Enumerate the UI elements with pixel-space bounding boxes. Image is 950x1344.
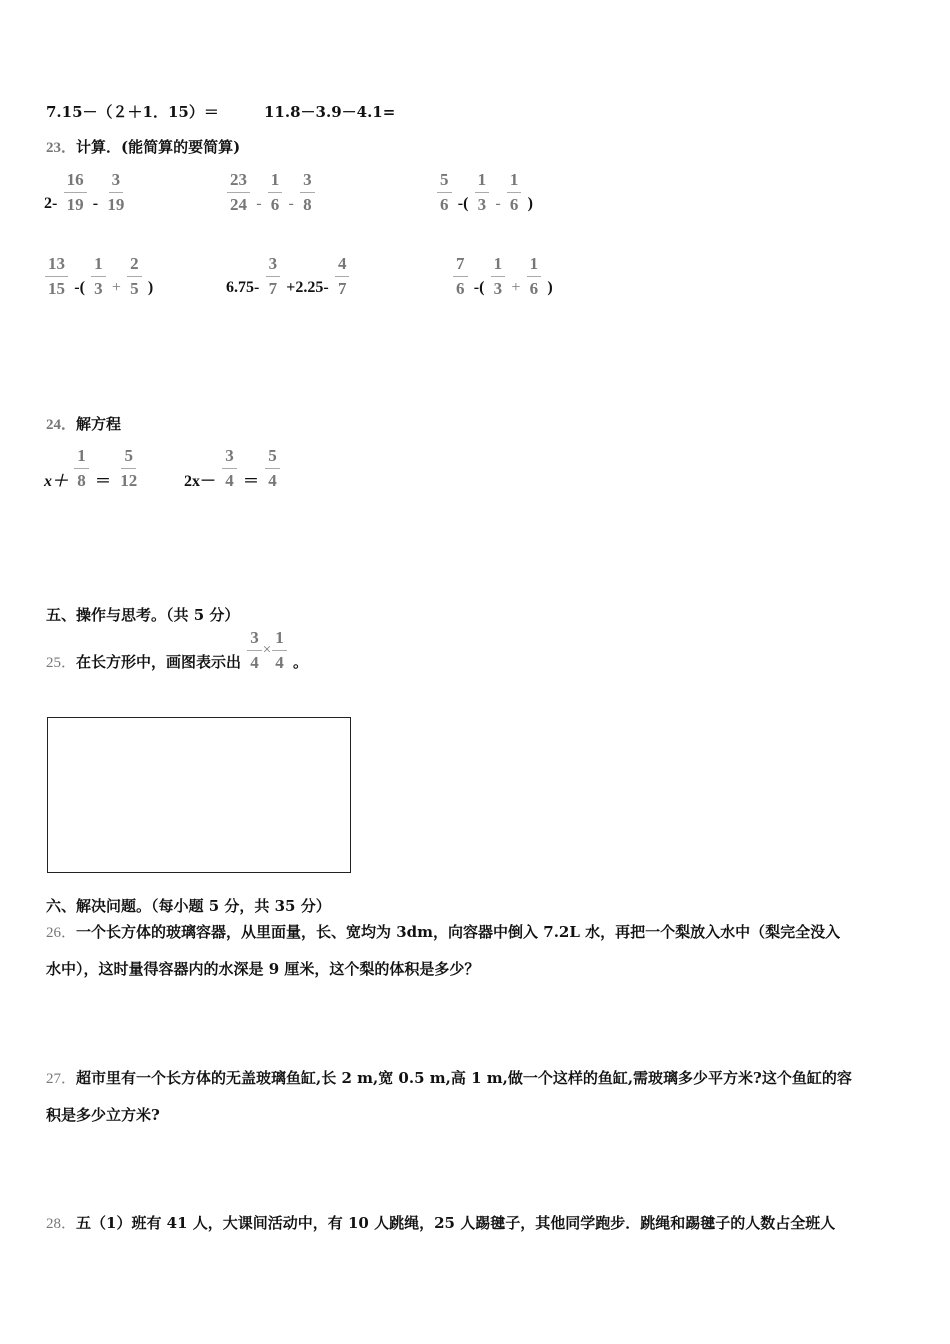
question-23-heading xyxy=(46,137,240,158)
expression-7-15: 7.15－（２＋1．15）＝ xyxy=(46,103,219,121)
calc-expression-3: $\frac{5}{6}$ -( $\frac{1}{3}$ - $\frac{1}{6}$ ) xyxy=(436,170,533,215)
question-text: 在长方形中，画图表示出 xyxy=(76,655,242,671)
fraction: $\frac{1}{8}$ xyxy=(74,446,89,491)
fraction: $\frac{1}{4}$ xyxy=(272,628,287,673)
fraction: $\frac{13}{15}$ xyxy=(45,254,68,299)
question-24-heading xyxy=(46,414,121,435)
question-28-line-1: 28．五（1）班有 41 人，大课间活动中，有 10 人跳绳，25 人踢毽子，其他同学跑步．跳绳和踢毽子的人数占全班人 xyxy=(46,1214,836,1232)
fraction: $\frac{5}{4}$ xyxy=(265,446,280,491)
question-title: 计算．(能简算的要简算) xyxy=(76,138,241,156)
fraction: $\frac{3}{19}$ xyxy=(107,170,125,214)
question-26-line-1: 26．一个长方体的玻璃容器，从里面量，长、宽均为 3dm，向容器中倒入 7.2L 水，再把一个梨放入水中（梨完全没入 xyxy=(46,923,841,941)
fraction: $\frac{1}{6}$ xyxy=(527,254,542,299)
expression-11-8: 11.8－3.9－4.1= xyxy=(264,103,396,121)
calc-expression-6: $\frac{7}{6}$ -( $\frac{1}{3}$ + $\frac{1}{6}$ ) xyxy=(452,254,553,299)
fraction: $\frac{1}{3}$ xyxy=(491,254,506,299)
fraction: $\frac{1}{6}$ xyxy=(507,170,522,215)
fraction: $\frac{5}{12}$ xyxy=(120,446,138,490)
drawing-rectangle[interactable] xyxy=(47,717,351,873)
fraction: $\frac{1}{3}$ xyxy=(475,170,490,215)
fraction: $\frac{3}{8}$ xyxy=(300,170,315,215)
calc-expression-2: $\frac{23}{24}$ - $\frac{1}{6}$ - $\frac{3}{8}$ xyxy=(226,170,316,215)
calc-expression-4: $\frac{13}{15}$ -( $\frac{1}{3}$ + $\frac{2}{5}$ ) xyxy=(44,254,153,299)
question-27-line-2: 积是多少立方米? xyxy=(46,1106,160,1124)
fraction: $\frac{1}{3}$ xyxy=(91,254,106,299)
fraction: $\frac{3}{4}$ xyxy=(222,446,237,491)
question-number: 26． xyxy=(46,925,77,941)
times-sign: × xyxy=(262,642,272,658)
section-6-title: 六、解决问题。（每小题 5 分，共 35 分） xyxy=(46,897,331,915)
fraction: $\frac{23}{24}$ xyxy=(227,170,250,215)
question-number: 28． xyxy=(46,1216,77,1232)
question-number: 24． xyxy=(46,417,77,433)
section-5-title: 五、操作与思考。（共 5 分） xyxy=(46,606,240,624)
fraction: $\frac{1}{6}$ xyxy=(268,170,283,215)
question-26-line-2: 水中），这时量得容器内的水深是 9 厘米，这个梨的体积是多少？ xyxy=(46,960,480,978)
question-number: 23． xyxy=(46,140,77,156)
fraction: $\frac{5}{6}$ xyxy=(437,170,452,215)
question-title: 解方程 xyxy=(76,415,122,433)
question-number: 27． xyxy=(46,1071,77,1087)
calc-expression-5: 6.75- $\frac{3}{7}$ +2.25- $\frac{4}{7}$ xyxy=(226,254,350,299)
fraction: $\frac{7}{6}$ xyxy=(453,254,468,299)
question-27-line-1: 27．超市里有一个长方体的无盖玻璃鱼缸,长 2 m,宽 0.5 m,高 1 m,做一个这样的鱼缸,需玻璃多少平方米?这个鱼缸的容 xyxy=(46,1069,852,1087)
fraction: $\frac{3}{7}$ xyxy=(266,254,281,299)
fraction: $\frac{2}{5}$ xyxy=(127,254,142,299)
calc-expression-1: 2- $\frac{16}{19}$ - $\frac{3}{19}$ xyxy=(44,170,128,215)
question-25: 25．在长方形中，画图表示出 $\frac{3}{4}$ × $\frac{1}{4}$ 。 xyxy=(46,628,308,672)
fraction: $\frac{4}{7}$ xyxy=(335,254,350,299)
equation-2: 2x－ $\frac{3}{4}$ ＝ $\frac{5}{4}$ xyxy=(184,446,281,491)
equation-1: x＋ $\frac{1}{8}$ ＝ $\frac{5}{12}$ xyxy=(44,446,141,491)
question-number: 25． xyxy=(46,655,77,671)
fraction: $\frac{3}{4}$ xyxy=(247,628,262,673)
fraction: $\frac{16}{19}$ xyxy=(64,170,87,215)
